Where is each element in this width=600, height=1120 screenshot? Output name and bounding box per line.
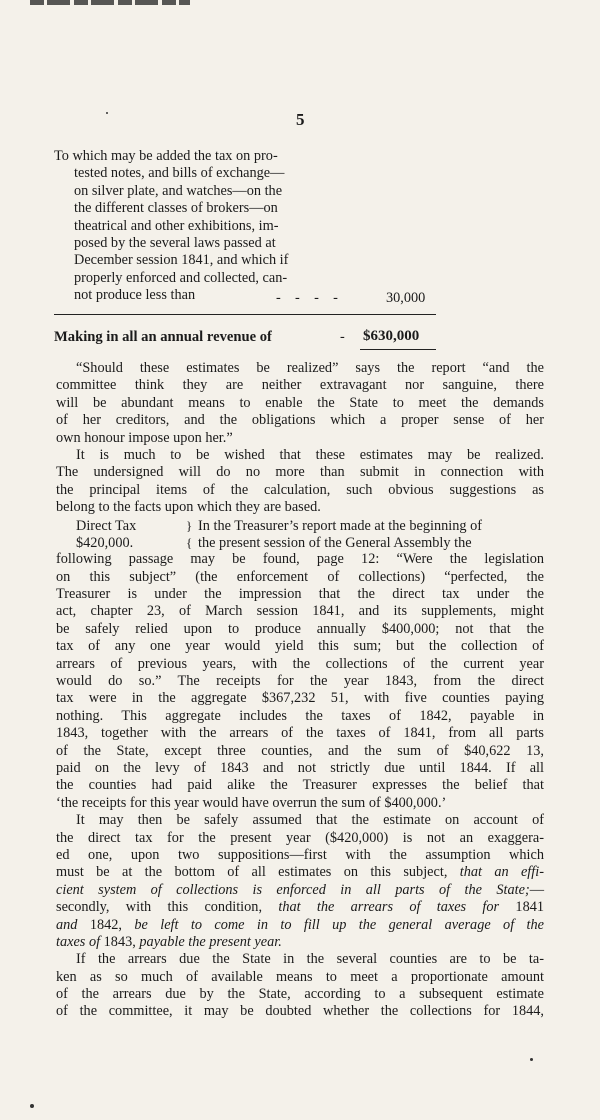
scan-speck	[30, 1104, 34, 1108]
text-line: the principal items of the calculation, such obvious suggestions as	[56, 481, 544, 498]
text-line: nothing. This aggregate includes the taxes of 1842, payable in	[56, 707, 544, 724]
text-line: tax of any one year would yield this sum; but the collection of	[56, 638, 544, 655]
text-line: of the committee, it may be doubted whether the collections for 1844,	[56, 1003, 544, 1020]
scan-speck	[106, 112, 108, 114]
text-line: on this subject” (the enforcement of collections) “perfected, the	[56, 568, 544, 585]
italic-segment: and	[56, 916, 78, 933]
text-line: ken as so much of available means to meet a proportionate amount	[56, 968, 544, 985]
text-line: posed by the several laws passed at	[74, 234, 276, 251]
text-line: properly enforced and collected, can-	[74, 269, 288, 286]
text-line: will be abundant means to enable the State to meet the demands	[56, 394, 544, 411]
text-line: committee think they are neither extravagant nor sanguine, there	[56, 377, 544, 394]
italic-segment: be left to come in to fill up the general average of the	[134, 916, 545, 933]
text-line: ‘the receipts for this year would have overrun the sum of $400,000.’	[56, 794, 447, 811]
text-line: paid on the levy of 1843 and not strictly due until 1844. If all	[56, 759, 544, 776]
text-line: belong to the facts upon which they are based.	[56, 499, 321, 516]
text-line: arrears of previous years, with the collections of the current year	[56, 655, 544, 672]
brace: {	[186, 534, 193, 550]
italic-segment: that an effi-	[459, 864, 544, 881]
text-line: of the arrears due by the State, according to a subsequent estimate	[56, 986, 544, 1003]
text-line: The undersigned will do no more than submit in connection with	[56, 464, 544, 481]
scan-top-artifact	[30, 0, 190, 5]
tax-amount: 30,000	[386, 290, 426, 306]
text-line-mixed	[56, 882, 544, 899]
text-line-mixed	[56, 917, 544, 934]
text-line-mixed	[56, 864, 544, 881]
page-number: 5	[296, 110, 305, 129]
leader-dashes: - - - -	[276, 290, 338, 306]
text-line: To which may be added the tax on pro-	[54, 148, 278, 164]
opening-paragraph	[54, 148, 288, 305]
text-segment: In the Treasurer’s report made at the beginning of	[198, 517, 483, 534]
text-line: It is much to be wished that these estimates may be realized.	[76, 446, 544, 463]
text-line: following passage may be found, page 12: “Were the legislation	[56, 551, 544, 568]
text-line: Treasurer is under the impression that the direct tax under the	[56, 586, 544, 603]
text-line: tax were in the aggregate $367,232 51, with five counties paying	[56, 690, 544, 707]
text-line: of her creditors, and the obligations which a proper sense of her	[56, 412, 544, 429]
margin-label-direct-tax: Direct Tax	[76, 517, 137, 534]
direct-tax-line-2	[56, 534, 544, 551]
text-segment: the present session of the General Assembly the	[198, 534, 472, 551]
italic-segment: that the arrears of taxes for	[278, 899, 500, 916]
text-line: It may then be safely assumed that the estimate on account of	[76, 812, 544, 829]
brace: }	[186, 517, 193, 533]
text-line: theatrical and other exhibitions, im-	[74, 217, 279, 234]
revenue-amount: $630,000	[363, 328, 420, 344]
text-line: would do so.” The receipts for the year 1843, from the direct	[56, 673, 544, 690]
text-line-mixed	[56, 934, 544, 951]
body-text	[56, 360, 544, 1021]
italic-segment: cient system of collections is enforced in all parts of the State;	[56, 881, 530, 898]
text-segment: secondly, with this condition,	[56, 899, 263, 916]
text-line: December session 1841, and which if	[74, 252, 289, 269]
text-line: If the arrears due the State in the several counties are to be ta-	[76, 951, 544, 968]
text-line: of the State, except three counties, and the sum of $40,622 13,	[56, 742, 544, 759]
margin-label-amount: $420,000.	[76, 534, 134, 551]
text-segment: must be at the bottom of all estimates on this subject,	[56, 864, 448, 881]
text-line: ed one, upon two suppositions—first with the assumption which	[56, 846, 544, 863]
revenue-label: Making in all an annual revenue of	[54, 329, 272, 345]
text-segment: —	[529, 881, 544, 898]
divider-rule	[54, 314, 436, 315]
text-segment: 1842,	[89, 916, 122, 933]
text-line: own honour impose upon her.”	[56, 429, 233, 446]
text-line: the counties had paid alike the Treasurer expresses the belief that	[56, 777, 544, 794]
text-line: the direct tax for the present year ($420,000) is not an exaggera-	[56, 829, 544, 846]
text-line: “Should these estimates be realized” says the report “and the	[76, 360, 544, 376]
total-rule	[360, 349, 436, 350]
direct-tax-line-1	[56, 517, 544, 534]
text-line: on silver plate, and watches—on the	[74, 182, 283, 199]
leader-dash: -	[340, 329, 345, 345]
italic-segment: taxes of	[56, 933, 101, 950]
text-line: not produce less than	[74, 287, 196, 304]
scan-speck	[530, 1058, 533, 1061]
text-line-mixed	[56, 899, 544, 916]
text-line: the different classes of brokers—on	[74, 200, 278, 217]
text-segment: 1841	[515, 899, 545, 916]
text-line: tested notes, and bills of exchange—	[74, 165, 285, 182]
text-line: act, chapter 23, of March session 1841, and its supplements, might	[56, 603, 544, 620]
text-line: 1843, together with the arrears of the taxes of 1841, from all parts	[56, 725, 544, 742]
text-segment: 1843,	[103, 933, 136, 950]
italic-segment: payable the present year.	[139, 933, 282, 950]
text-line: be safely relied upon to produce annually $400,000; not that the	[56, 620, 544, 637]
